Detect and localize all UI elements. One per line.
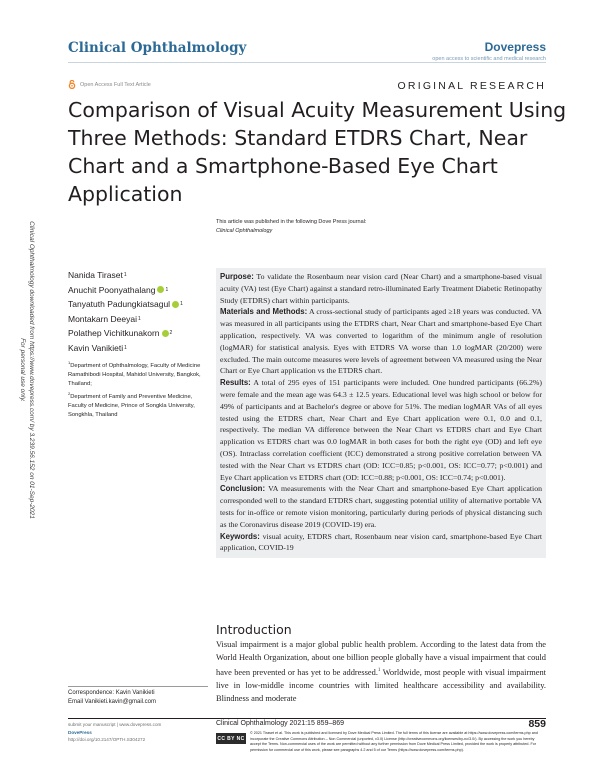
article-category: ORIGINAL RESEARCH bbox=[397, 80, 546, 92]
introduction-heading: Introduction bbox=[216, 622, 292, 637]
abstract-box bbox=[216, 268, 546, 558]
citation-link[interactable]: 1 bbox=[377, 668, 381, 673]
author[interactable]: Tanyatuth Padungkiatsagul 1 bbox=[68, 299, 183, 310]
open-access-label bbox=[68, 80, 151, 89]
abstract-purpose: Purpose: To validate the Rosenbaum near vision card (Near Chart) and a smartphone-based visual acuity (VA) test (Eye Chart) against a standard retro-illuminated Early Treatment Diabetic Retinopathy Study (ETDRS) chart within participants. bbox=[220, 272, 542, 305]
abstract-keywords: Keywords: visual acuity, ETDRS chart, Rosenbaum near vision card, smartphone-based Eye Chart application, COVID-19 bbox=[220, 531, 542, 553]
dovepress-logo: DovePress bbox=[68, 729, 92, 735]
introduction-body: Visual impairment is a major global public health problem. According to the latest data from the World Health Organization, about one billion people globally have a visual impairment that could have been prevented or has yet to be addressed.$^1$ Worldwide, most people with visual impairment live in low-middle income countries with limited healthcare accessibility and availability. Blindness and moderate bbox=[216, 640, 547, 703]
published-note-journal: Clinical Ophthalmology bbox=[216, 228, 273, 234]
title-line: Comparison of Visual Acuity Measurement Using bbox=[68, 98, 567, 122]
footer-journal: Clinical Ophthalmology 2021:15 859–869 bbox=[216, 720, 345, 727]
published-note-line: This article was published in the following Dove Press journal: bbox=[216, 219, 367, 225]
page-number: 859 bbox=[528, 718, 546, 730]
doi-link[interactable]: http://doi.org/10.2147/OPTH.S304272 bbox=[68, 737, 146, 742]
article-title bbox=[68, 96, 567, 208]
title-line: Application bbox=[68, 182, 183, 206]
affiliations bbox=[68, 358, 208, 420]
open-access-lock-icon bbox=[68, 80, 76, 89]
title-line: Three Methods: Standard ETDRS Chart, Near bbox=[68, 126, 528, 150]
orcid-icon[interactable] bbox=[162, 330, 169, 337]
correspondence-name: Correspondence: Kavin Vanikieti bbox=[68, 690, 155, 696]
orcid-icon[interactable] bbox=[157, 286, 164, 293]
side-note-line: For personal use only. bbox=[19, 338, 26, 402]
open-access-text: Open Access Full Text Article bbox=[80, 81, 151, 88]
author[interactable]: Nanida Tiraset 1 bbox=[68, 270, 127, 280]
journal-name: Clinical Ophthalmology bbox=[68, 40, 247, 56]
affiliation: $^2$Department of Family and Preventive Medicine, Faculty of Medicine, Prince of Songkla University, Songkhla, Thailand bbox=[68, 390, 195, 418]
abstract-conclusion: Conclusion: VA measurements with the Near Chart and smartphone-based Eye Chart application corresponded well to the standard ETDRS chart, suggesting potential utility of alternative portable VA tests for in-office or remote vision monitoring, particularly during periods of physical distancing such as the Coronavirus disease 2019 (COVID-19) era. bbox=[220, 484, 542, 529]
correspondence bbox=[68, 686, 208, 707]
orcid-icon[interactable] bbox=[172, 301, 179, 308]
correspondence-email[interactable]: Email Vanikieti.kavin@gmail.com bbox=[68, 699, 157, 705]
author[interactable]: Montakarn Deeyai 1 bbox=[68, 313, 141, 324]
side-note-text bbox=[18, 170, 36, 570]
license-text: © 2021 Tiraset et al. This work is published and licensed by Dove Medical Press Limited. The full terms of this license are available at https://www.dovepress.com/terms.php and incorporate the Creative Commons Attribution – Non Commercial (unported, v3.0) License (http://creativecommons.org/licenses/by-nc/3.0/). By accessing the work you hereby accept the Terms. Non-commercial uses of the work are permitted without any further permission from Dove Medical Press Limited, provided the work is properly attributed. For permission for commercial use of this work, please see paragraphs 4.2 and 5 of our Terms (https://www.dovepress.com/terms.php). bbox=[250, 731, 538, 752]
cc-license-badge[interactable] bbox=[216, 733, 246, 744]
author[interactable]: Kavin Vanikieti 1 bbox=[68, 342, 127, 353]
published-note bbox=[216, 218, 366, 236]
author[interactable]: Polathep Vichitkunakorn 2 bbox=[68, 328, 173, 339]
publisher-name: Dovepress bbox=[484, 40, 546, 54]
side-note-line: Clinical Ophthalmology downloaded from https://www.dovepress.com/ by 3.239.56.152 on 01-Sep-2021 bbox=[28, 221, 35, 519]
author-list bbox=[68, 268, 183, 356]
download-side-note bbox=[6, 170, 36, 570]
submit-link[interactable]: submit your manuscript | www.dovepress.com bbox=[68, 722, 162, 727]
footer-rule bbox=[68, 718, 546, 719]
affiliation: $^1$Department of Ophthalmology, Faculty of Medicine Ramathibodi Hospital, Mahidol University, Bangkok, Thailand; bbox=[68, 360, 201, 387]
publisher-brand bbox=[432, 40, 546, 62]
header-rule bbox=[68, 62, 546, 63]
cc-badge-text: CC BY NC bbox=[217, 735, 245, 742]
author[interactable]: Anuchit Poonyathalang 1 bbox=[68, 284, 169, 295]
abstract-results: Results: A total of 295 eyes of 151 participants were included. One hundred participants (66.2%) were female and the mean age was 64.3 ± 12.5 years. Educational level was high school or below for 49% of participants and at Bachelor's degree or above for 51%. The median logMAR VAs of all eyes tested using the ETDRS chart, Near Chart and Eye Chart application were 0.1, 0.0 and 0.1, respectively. The median VA difference between the Near Chart vs ETDRS chart and Eye Chart application vs ETDRS chart was 0.0 logMAR in both cases for both the right eye (OD) and left eye (OS). Intraclass correlation coefficient (ICC) demonstrated a strong positive correlation between VA tested with the Near Chart vs ETDRS chart (OD: ICC=0.85; p<0.001, OS: ICC=0.77; p<0.001) and Eye Chart application vs ETDRS chart (OD: ICC=0.88; p<0.001, OS: ICC=0.74; p<0.001). bbox=[220, 378, 542, 482]
abstract-methods: Materials and Methods: A cross-sectional study of participants aged ≥18 years was conducted. VA was measured in all participants using the ETDRS chart, Near Chart and smartphone-based Eye Chart application, respectively. VA was converted to logarithm of the minimum angle of resolution (logMAR) for statistical analysis. Eyes with ETDRS VA worse than 1.0 logMAR (20/200) were excluded. The main outcome measures were levels of agreement between VA measured using the Near Chart or Eye Chart application vs the ETDRS chart. bbox=[220, 307, 542, 376]
publisher-tagline: open access to scientific and medical research bbox=[432, 56, 546, 62]
footer-left bbox=[68, 721, 208, 744]
title-line: Chart and a Smartphone-Based Eye Chart bbox=[68, 154, 498, 178]
